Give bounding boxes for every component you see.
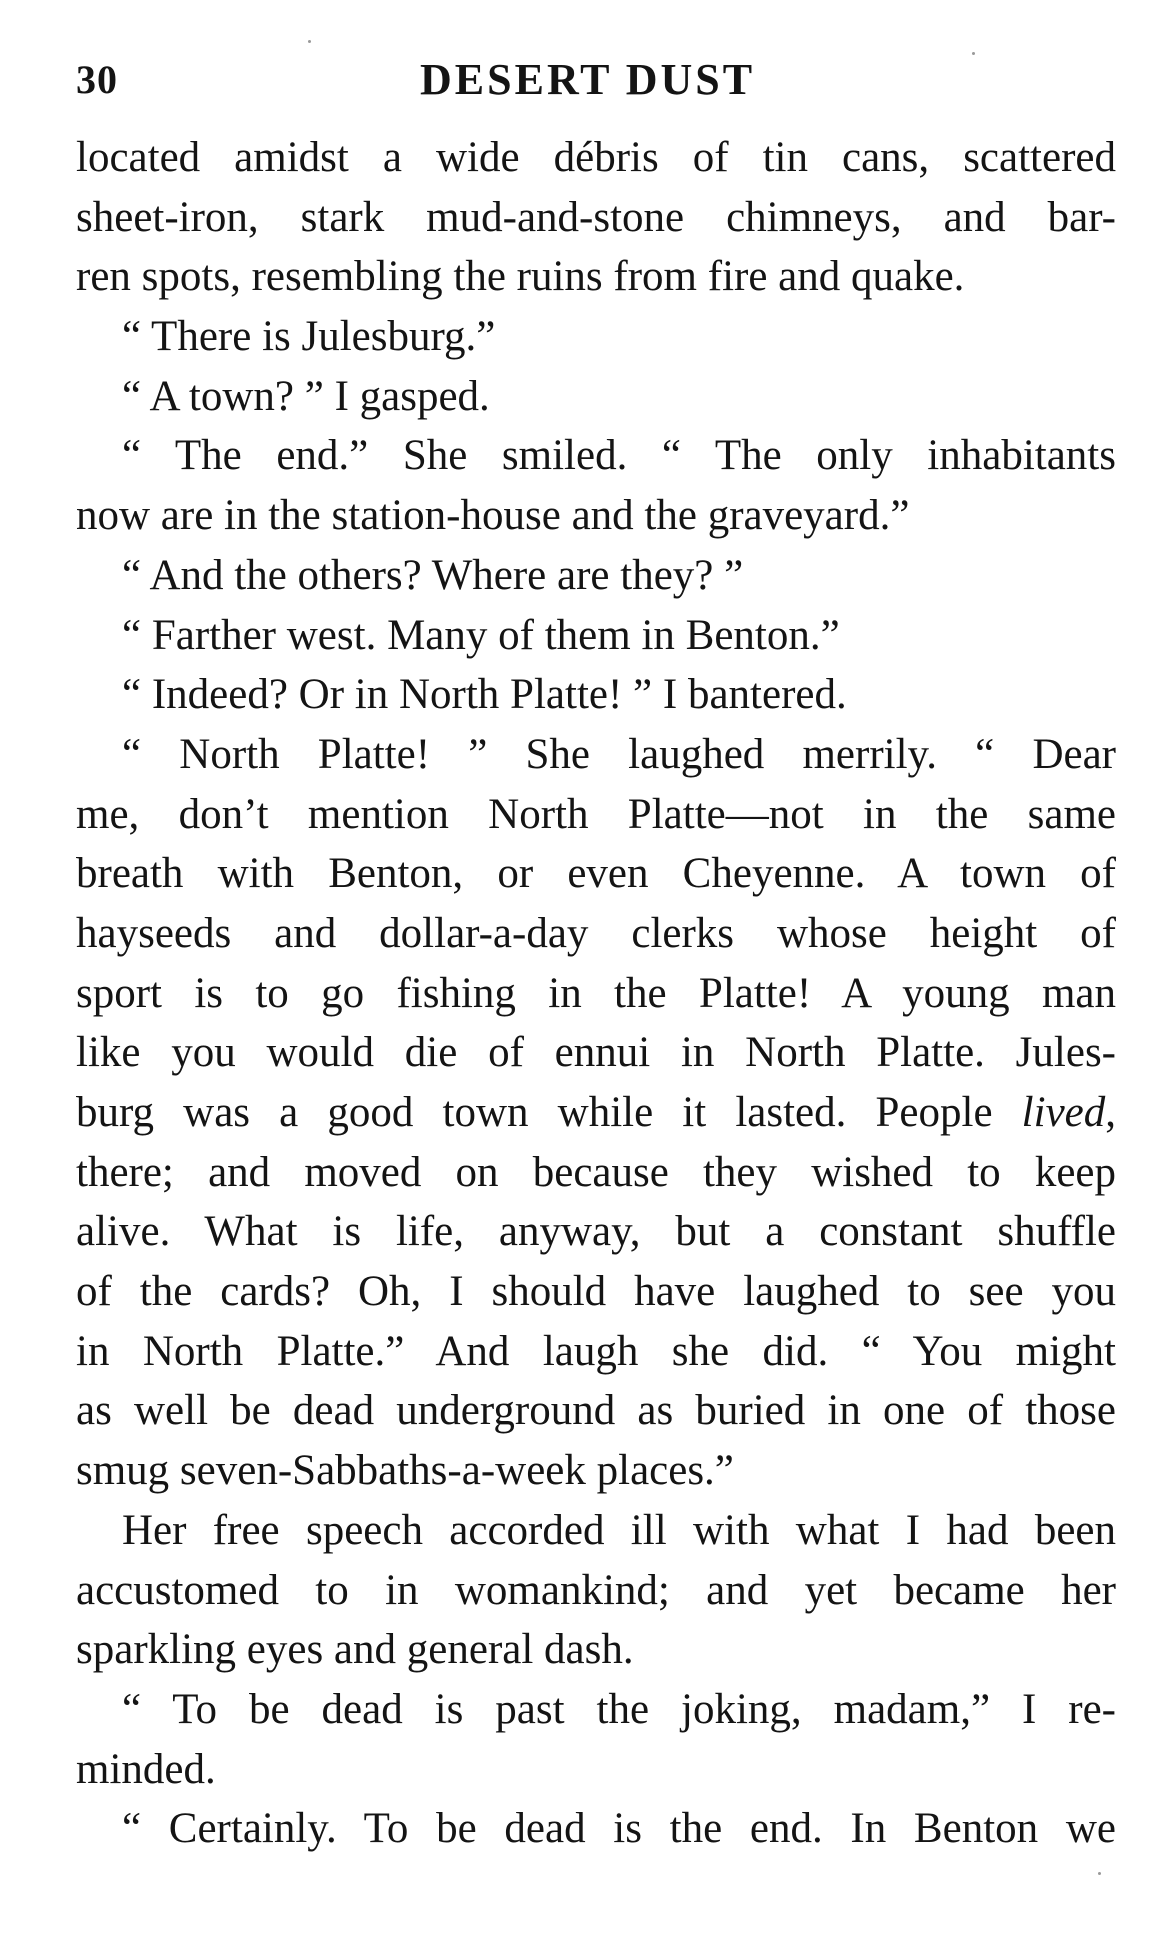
text-line: there; and moved on because they wished to keep <box>76 1148 1116 1196</box>
text-line: of the cards? Oh, I should have laughed to see you <box>76 1268 1116 1316</box>
page-header <box>76 50 1116 110</box>
text-line: in North Platte.” And laugh she did. “ You might <box>76 1327 1116 1375</box>
text-line: accustomed to in womankind; and yet became her <box>76 1566 1116 1614</box>
text-line: “ To be dead is past the joking, madam,” I re- <box>122 1685 1116 1733</box>
emphasis: lived <box>1021 1089 1106 1136</box>
text-line: sparkling eyes and general dash. <box>76 1626 634 1674</box>
text-line: “ Farther west. Many of them in Benton.” <box>122 611 840 659</box>
text-line: alive. What is life, anyway, but a constant shuffle <box>76 1208 1116 1256</box>
paper-speck <box>972 52 975 55</box>
text-line: sport is to go fishing in the Platte! A young man <box>76 969 1116 1017</box>
text-line: minded. <box>76 1745 216 1793</box>
text-line: “ The end.” She smiled. “ The only inhabitants <box>122 432 1116 480</box>
text-line: burg was a good town while it lasted. People lived, <box>76 1089 1116 1136</box>
text-line: “ There is Julesburg.” <box>122 313 496 361</box>
text-line: “ Indeed? Or in North Platte! ” I bantered. <box>122 671 847 719</box>
paper-speck <box>308 40 311 43</box>
body-text <box>76 128 1116 1859</box>
text-line: “ And the others? Where are they? ” <box>122 551 744 599</box>
text-line: now are in the station-house and the graveyard.” <box>76 492 910 540</box>
text-line: sheet-iron, stark mud-and-stone chimneys, and bar- <box>76 193 1116 241</box>
text-line: “ Certainly. To be dead is the end. In Benton we <box>122 1805 1116 1853</box>
text-line: located amidst a wide débris of tin cans, scattered <box>76 134 1116 181</box>
text-line: as well be dead underground as buried in one of those <box>76 1387 1116 1435</box>
text-line: Her free speech accorded ill with what I had been <box>122 1506 1116 1554</box>
running-title: DESERT DUST <box>420 55 756 104</box>
page-number: 30 <box>76 57 118 102</box>
paper-speck <box>1098 1872 1101 1875</box>
text-line: “ A town? ” I gasped. <box>122 372 490 420</box>
text-line: me, don’t mention North Platte—not in the same <box>76 790 1116 838</box>
text-line: smug seven-Sabbaths-a-week places.” <box>76 1447 734 1495</box>
text-line: hayseeds and dollar-a-day clerks whose height of <box>76 909 1116 957</box>
text-line: breath with Benton, or even Cheyenne. A town of <box>76 850 1116 898</box>
text-line: “ North Platte! ” She laughed merrily. “ Dear <box>122 730 1116 778</box>
text-line: ren spots, resembling the ruins from fire and quake. <box>76 253 965 301</box>
text-line: like you would die of ennui in North Platte. Jules- <box>76 1029 1116 1077</box>
